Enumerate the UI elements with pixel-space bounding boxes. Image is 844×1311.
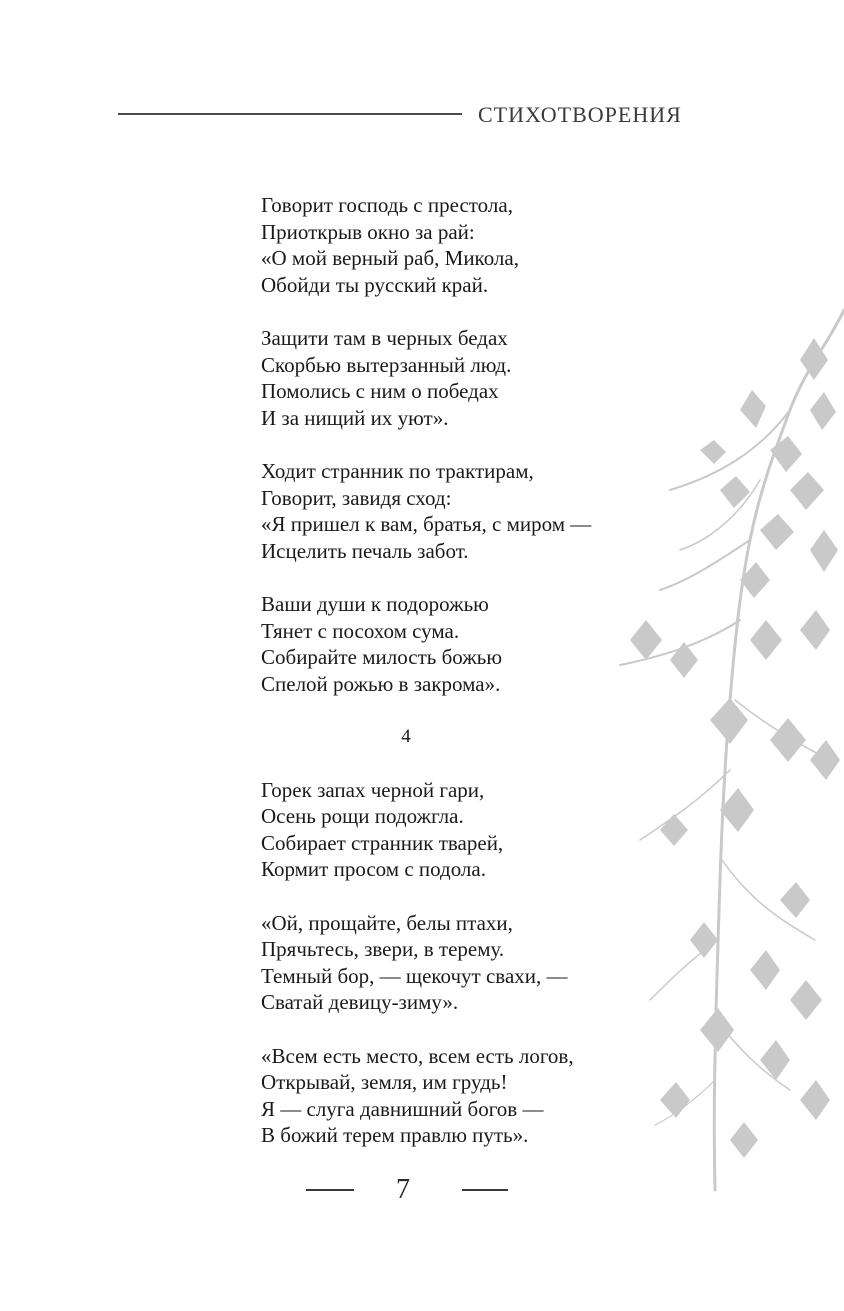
poem-line: Осень рощи подожгла.	[261, 804, 464, 828]
poem-line: Обойди ты русский край.	[261, 272, 489, 297]
poem-line: Горек запах черной гари,	[261, 777, 485, 802]
poem-line: Спелой рожью в закрома».	[261, 671, 501, 696]
page-number: 7	[396, 1174, 410, 1205]
poem-line: «Я пришел к вам, братья, с миром —	[261, 512, 592, 536]
poem-line: Прячьтесь, звери, в терему.	[261, 937, 505, 961]
poem-line: Приоткрыв окно за рай:	[261, 219, 475, 244]
poem-line: Открывай, земля, им грудь!	[261, 1070, 508, 1094]
poem-line: «Ой, прощайте, белы птахи,	[261, 910, 513, 935]
birch-branch-illustration	[600, 300, 844, 1200]
section-number: 4	[401, 726, 411, 747]
poem-line: Говорит господь с престола,	[261, 193, 513, 217]
page-number-rule-right	[462, 1189, 508, 1191]
poem-line: Сватай девицу-зиму».	[261, 990, 459, 1014]
header-rule	[118, 113, 462, 115]
poem-line: Помолись с ним о победах	[261, 379, 499, 403]
poem-line: Ваши души к подорожью	[261, 592, 489, 616]
poem-line: И за нищий их уют».	[261, 405, 449, 430]
poem-line: «Всем есть место, всем есть логов,	[261, 1043, 574, 1068]
page-number-rule-left	[306, 1189, 354, 1191]
poem-line: Собирает странник тварей,	[261, 830, 504, 855]
poem-line: Собирайте милость божью	[261, 645, 503, 669]
stanza	[261, 192, 661, 298]
poem-line: В божий терем правлю путь».	[261, 1123, 529, 1147]
poem-line: Говорит, завидя сход:	[261, 485, 452, 510]
poem-line: Защити там в черных бедах	[261, 326, 508, 350]
poem-line: «О мой верный раб, Микола,	[261, 246, 519, 270]
poem-line: Кормит просом с подола.	[261, 857, 486, 881]
poem-line: Ходит странник по трактирам,	[261, 459, 534, 483]
poem-line: Тянет с посохом сума.	[261, 618, 460, 643]
poem-line: Исцелить печаль забот.	[261, 538, 469, 563]
poem-line: Темный бор, — щекочут свахи, —	[261, 963, 568, 988]
running-header: СТИХОТВОРЕНИЯ	[478, 102, 682, 127]
poem-line: Я — слуга давнишний богов —	[261, 1096, 544, 1121]
poem-line: Скорбью вытерзанный люд.	[261, 352, 512, 377]
